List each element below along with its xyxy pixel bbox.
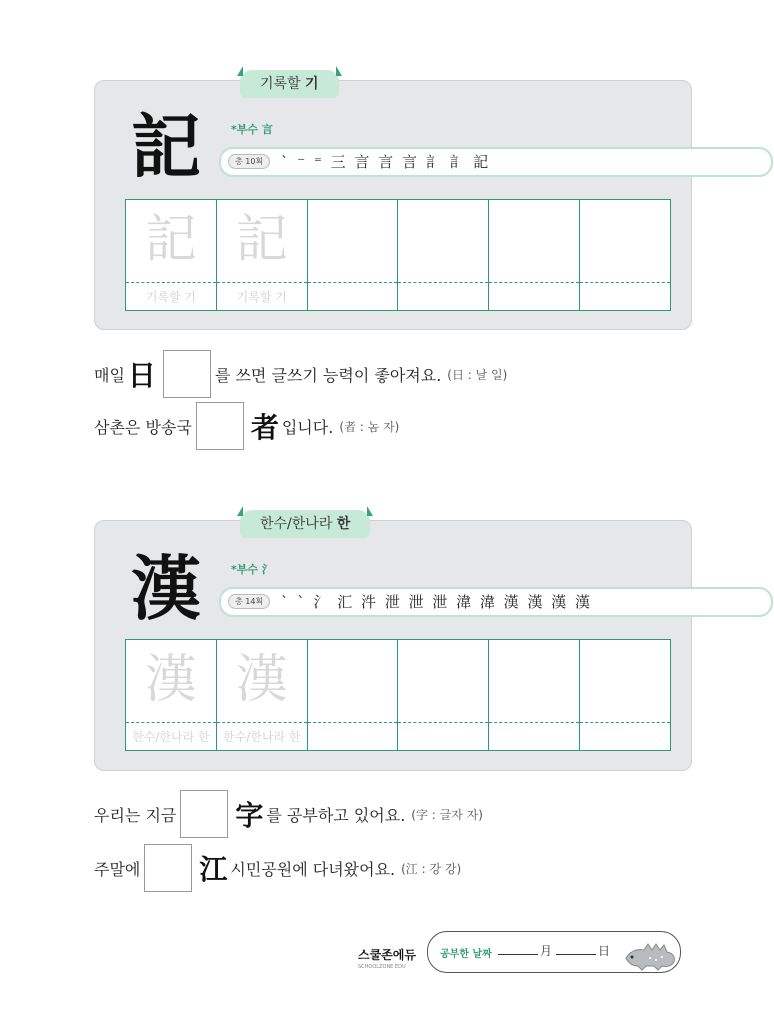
trace-hanja: 記	[144, 210, 197, 270]
sentence-text: 를 쓰면 글쓰기 능력이 좋아져요.	[214, 365, 442, 385]
divider	[489, 722, 579, 723]
date-label: 공부한 날짜	[440, 949, 492, 960]
blank-cell[interactable]	[489, 640, 580, 750]
divider	[308, 722, 398, 723]
answer-box[interactable]	[144, 844, 192, 892]
radical-label: *부수 氵	[231, 563, 273, 576]
divider	[489, 282, 579, 283]
sentence-text: 주말에	[94, 859, 141, 879]
month-field[interactable]	[498, 942, 552, 959]
stroke-count-badge: 총 10획	[228, 154, 270, 169]
logo-subtext: SCHOOLZONE EDU	[358, 964, 406, 970]
trace-cell[interactable]	[126, 200, 217, 310]
sentence-4	[94, 844, 461, 892]
sentence-hanja: 江	[199, 853, 228, 886]
hint-text: (日 : 날 일)	[447, 367, 508, 382]
stroke-count-badge: 총 14획	[228, 594, 270, 609]
divider	[580, 282, 670, 283]
blank-line	[498, 954, 538, 955]
hint-text: (者 : 놈 자)	[339, 419, 400, 434]
blank-line	[556, 954, 596, 955]
trace-cell[interactable]	[217, 640, 308, 750]
stroke-order-bar	[219, 147, 773, 177]
logo-text: 스쿨존에듀	[358, 948, 416, 962]
card-tab	[240, 510, 370, 538]
sentence-hanja: 者	[250, 411, 279, 444]
hanja-card-1	[94, 76, 692, 330]
divider	[398, 722, 488, 723]
tab-word: 한수/한나라	[260, 516, 333, 532]
main-hanja: 漢	[131, 547, 201, 630]
tab-sound: 한	[336, 516, 351, 532]
blank-cell[interactable]	[580, 640, 670, 750]
dinosaur-icon	[622, 938, 678, 972]
sentence-hanja: 日	[127, 359, 156, 392]
blank-cell[interactable]	[308, 200, 399, 310]
day-field[interactable]	[556, 942, 610, 959]
sentence-2	[94, 402, 399, 450]
trace-cell[interactable]	[217, 200, 308, 310]
sentence-text: 입니다.	[281, 417, 334, 437]
answer-box[interactable]	[196, 402, 244, 450]
sentence-text: 를 공부하고 있어요.	[266, 805, 406, 825]
sentence-text: 우리는 지금	[94, 805, 177, 825]
card-tab	[240, 70, 339, 98]
trace-cell[interactable]	[126, 640, 217, 750]
sentence-text: 시민공원에 다녀왔어요.	[230, 859, 396, 879]
day-unit: 日	[598, 944, 611, 958]
divider	[398, 282, 488, 283]
sentence-1	[94, 350, 507, 398]
practice-grid	[125, 639, 671, 751]
brand-logo	[358, 949, 416, 973]
divider	[308, 282, 398, 283]
hanja-card-2	[94, 516, 692, 771]
sentence-hanja: 字	[235, 799, 264, 832]
divider	[217, 722, 307, 723]
divider	[126, 282, 216, 283]
trace-label: 한수/한나라 한	[223, 730, 301, 744]
blank-cell[interactable]	[398, 640, 489, 750]
sentence-3	[94, 790, 483, 838]
trace-hanja: 漢	[144, 650, 197, 710]
stroke-sequence: ` ` 氵 汇 汼 泄 泄 泄 湋 湋 漢 漢 漢 漢	[281, 593, 592, 611]
stroke-order-bar	[219, 587, 773, 617]
blank-cell[interactable]	[398, 200, 489, 310]
trace-label: 기록할 기	[236, 290, 287, 304]
answer-box[interactable]	[180, 790, 228, 838]
divider	[126, 722, 216, 723]
tab-sound: 기	[305, 76, 319, 92]
divider	[217, 282, 307, 283]
sentence-text: 매일	[94, 365, 125, 385]
month-unit: 月	[540, 944, 553, 958]
trace-hanja: 記	[235, 210, 288, 270]
radical-label: *부수 言	[231, 123, 273, 136]
tab-word: 기록할	[260, 76, 301, 92]
hint-text: (字 : 글자 자)	[411, 807, 483, 822]
trace-label: 기록할 기	[145, 290, 196, 304]
hint-text: (江 : 강 강)	[401, 861, 462, 876]
stroke-sequence: ` ⁻ ⁼ 三 言 言 言 訁 訁 記	[281, 153, 491, 171]
divider	[580, 722, 670, 723]
practice-grid	[125, 199, 671, 311]
blank-cell[interactable]	[489, 200, 580, 310]
answer-box[interactable]	[163, 350, 211, 398]
blank-cell[interactable]	[308, 640, 399, 750]
trace-label: 한수/한나라 한	[132, 730, 210, 744]
trace-hanja: 漢	[235, 650, 288, 710]
sentence-text: 삼촌은 방송국	[94, 417, 192, 437]
blank-cell[interactable]	[580, 200, 670, 310]
main-hanja: 記	[131, 105, 201, 188]
